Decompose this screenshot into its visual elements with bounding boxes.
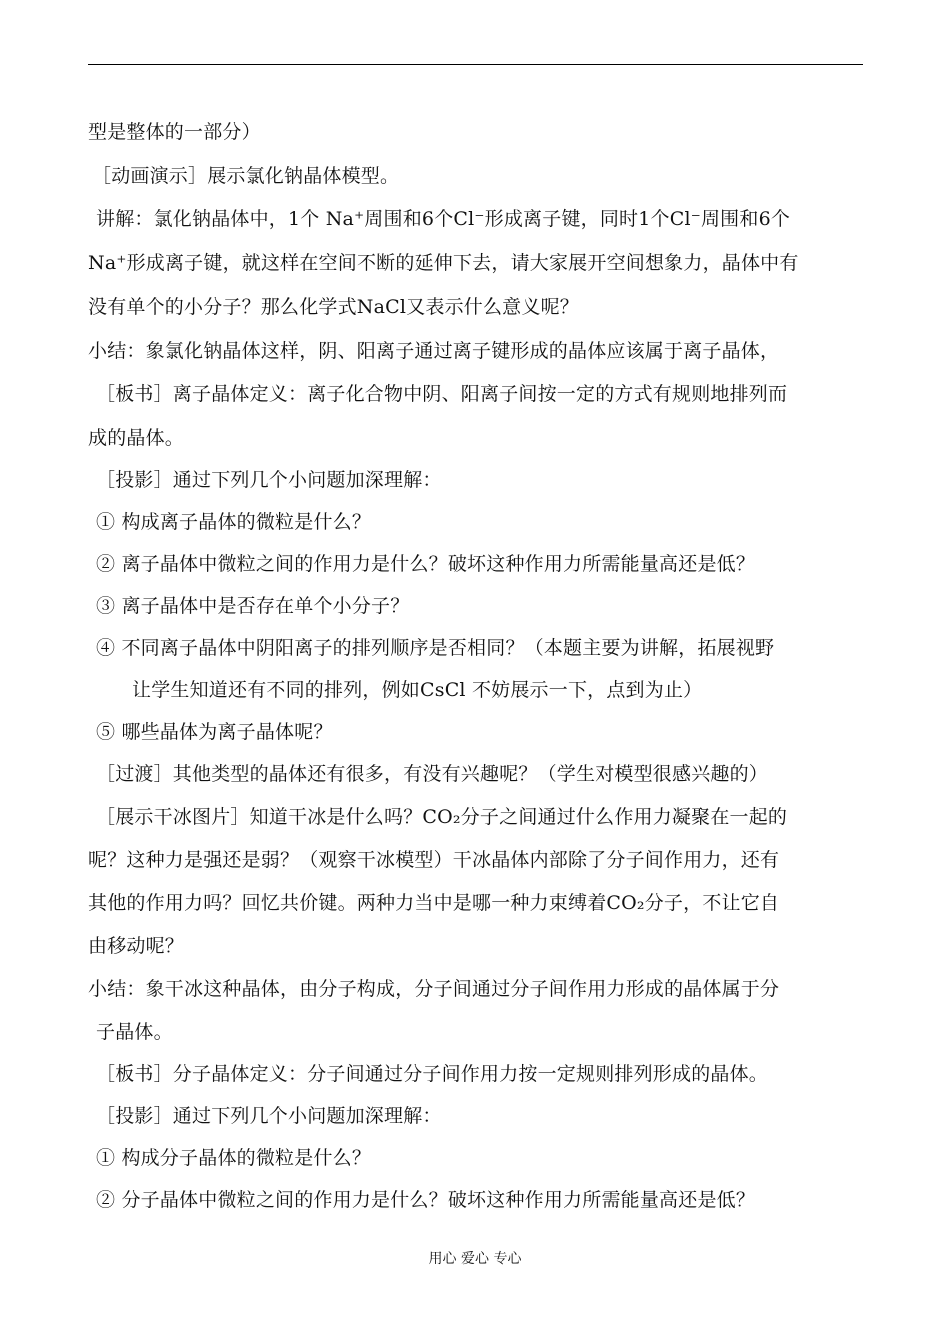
text-line: ［板书］离子晶体定义：离子化合物中阴、阳离子间按一定的方式有规则地排列而	[96, 383, 788, 405]
list-item: ⑤ 哪些晶体为离子晶体呢？	[96, 721, 333, 743]
list-item-continuation: 让学生知道还有不同的排列，例如CsCl 不妨展示一下，点到为止）	[132, 679, 703, 701]
page-footer: 用心 爱心 专心	[428, 1251, 522, 1267]
text-line: Na⁺形成离子键，就这样在空间不断的延伸下去，请大家展开空间想象力，晶体中有	[88, 252, 799, 274]
list-item: ④ 不同离子晶体中阴阳离子的排列顺序是否相同？（本题主要为讲解，拓展视野	[96, 637, 775, 659]
text-line: 呢？这种力是强还是弱？（观察干冰模型）干冰晶体内部除了分子间作用力，还有	[88, 849, 780, 871]
text-line: 子晶体。	[96, 1021, 173, 1043]
text-line: 小结：象干冰这种晶体，由分子构成，分子间通过分子间作用力形成的晶体属于分	[88, 978, 780, 1000]
text-line: 讲解：氯化钠晶体中，1个 Na⁺周围和6个Cl⁻形成离子键，同时1个Cl⁻周围和6个	[96, 208, 791, 230]
text-line: 由移动呢？	[88, 935, 185, 957]
text-line: ［过渡］其他类型的晶体还有很多，有没有兴趣呢？（学生对模型很感兴趣的）	[96, 763, 769, 785]
list-item: ① 构成离子晶体的微粒是什么？	[96, 511, 372, 533]
list-item: ① 构成分子晶体的微粒是什么？	[96, 1147, 372, 1169]
text-line: 小结：象氯化钠晶体这样，阴、阳离子通过离子键形成的晶体应该属于离子晶体，	[88, 340, 780, 362]
text-line: ［投影］通过下列几个小问题加深理解：	[96, 1105, 442, 1127]
text-line: 其他的作用力吗？回忆共价键。两种力当中是哪一种力束缚着CO₂分子，不让它自	[88, 892, 780, 914]
text-line: ［动画演示］展示氯化钠晶体模型。	[92, 165, 400, 187]
text-line: 型是整体的一部分）	[88, 121, 261, 143]
text-line: 没有单个的小分子？那么化学式NaCl又表示什么意义呢？	[88, 296, 579, 318]
header-rule	[88, 64, 863, 65]
list-item: ③ 离子晶体中是否存在单个小分子？	[96, 595, 410, 617]
text-line: 成的晶体。	[88, 427, 185, 449]
text-line: ［展示干冰图片］知道干冰是什么吗？CO₂分子之间通过什么作用力凝聚在一起的	[96, 806, 788, 828]
text-line: ［投影］通过下列几个小问题加深理解：	[96, 469, 442, 491]
text-line: ［板书］分子晶体定义：分子间通过分子间作用力按一定规则排列形成的晶体。	[96, 1063, 769, 1085]
list-item: ② 分子晶体中微粒之间的作用力是什么？破坏这种作用力所需能量高还是低？	[96, 1189, 756, 1211]
list-item: ② 离子晶体中微粒之间的作用力是什么？破坏这种作用力所需能量高还是低？	[96, 553, 756, 575]
